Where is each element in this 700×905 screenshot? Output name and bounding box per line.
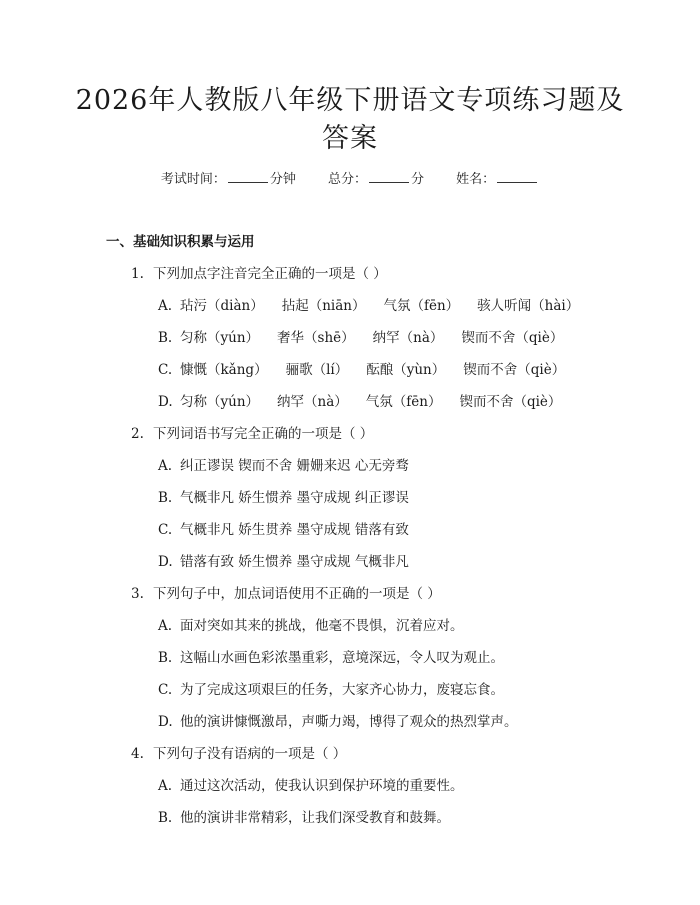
option-term: 纳罕（nà） xyxy=(372,330,444,346)
question-text: 下列句子中，加点词语使用不正确的一项是（ ） xyxy=(153,586,441,602)
option-term: 锲而不舍（qiè） xyxy=(463,362,566,378)
title-line-2: 答案 xyxy=(322,123,378,154)
name-label: 姓名： xyxy=(456,172,496,187)
option-text: 通过这次活动，使我认识到保护环境的重要性。 xyxy=(180,778,464,794)
question-2-option-d[interactable] xyxy=(158,550,409,570)
question-2-option-a[interactable] xyxy=(158,454,409,474)
time-unit: 分钟 xyxy=(269,172,296,187)
option-term: 气氛（fēn） xyxy=(365,394,442,410)
option-letter: A. xyxy=(158,298,173,314)
option-letter: A. xyxy=(158,458,173,474)
option-letter: C. xyxy=(158,362,173,378)
name-blank[interactable] xyxy=(497,170,537,183)
option-text: 面对突如其来的挑战，他毫不畏惧，沉着应对。 xyxy=(180,618,464,634)
option-text: 为了完成这项艰巨的任务，大家齐心协力，废寝忘食。 xyxy=(180,682,504,698)
option-text: 气概非凡 娇生贯养 墨守成规 错落有致 xyxy=(180,522,409,538)
score-unit: 分 xyxy=(411,172,425,187)
question-1-option-b[interactable] xyxy=(158,326,581,346)
question-4-option-b[interactable] xyxy=(158,806,450,826)
question-3-option-b[interactable] xyxy=(158,646,504,666)
total-score-field xyxy=(328,168,424,187)
question-text: 下列句子没有语病的一项是（ ） xyxy=(153,746,347,762)
score-blank[interactable] xyxy=(369,170,409,183)
option-term: 酝酿（yùn） xyxy=(366,362,446,378)
option-term: 拈起（niān） xyxy=(281,298,366,314)
question-1-option-c[interactable] xyxy=(158,358,583,378)
option-letter: D. xyxy=(158,554,173,570)
question-text: 下列词语书写完全正确的一项是（ ） xyxy=(153,426,374,442)
time-label: 考试时间： xyxy=(160,172,226,187)
option-text: 气概非凡 娇生惯养 墨守成规 纠正谬误 xyxy=(180,490,409,506)
option-letter: B. xyxy=(158,490,173,506)
question-3-option-d[interactable] xyxy=(158,710,518,730)
score-label: 总分： xyxy=(327,172,367,187)
time-blank[interactable] xyxy=(228,170,268,183)
exam-meta xyxy=(0,168,700,187)
question-number: 1. xyxy=(131,266,144,282)
question-2 xyxy=(131,422,373,442)
exam-time-field xyxy=(161,168,296,187)
option-term: 匀称（yún） xyxy=(180,394,260,410)
option-term: 慷慨（kǎng） xyxy=(180,362,268,378)
option-term: 气氛（fēn） xyxy=(383,298,460,314)
question-1 xyxy=(131,262,387,282)
option-term: 玷污（diàn） xyxy=(180,298,264,314)
name-field xyxy=(456,168,539,187)
option-letter: C. xyxy=(158,682,173,698)
option-letter: D. xyxy=(158,394,173,410)
option-term: 匀称（yún） xyxy=(180,330,260,346)
option-letter: B. xyxy=(158,650,173,666)
option-term: 纳罕（nà） xyxy=(277,394,348,410)
option-text: 他的演讲慷慨激昂，声嘶力竭，博得了观众的热烈掌声。 xyxy=(180,714,518,730)
question-number: 4. xyxy=(131,746,144,762)
option-letter: C. xyxy=(158,522,173,538)
question-number: 3. xyxy=(131,586,144,602)
option-text: 纠正谬误 锲而不舍 姗姗来迟 心无旁骛 xyxy=(180,458,409,474)
question-number: 2. xyxy=(131,426,144,442)
question-3-option-c[interactable] xyxy=(158,678,504,698)
question-4 xyxy=(131,742,346,762)
option-term: 锲而不舍（qiè） xyxy=(459,394,562,410)
question-3-option-a[interactable] xyxy=(158,614,464,634)
title-line-1: 2026年人教版八年级下册语文专项练习题及 xyxy=(75,85,625,116)
question-2-option-c[interactable] xyxy=(158,518,409,538)
option-letter: B. xyxy=(158,330,173,346)
option-term: 骊歌（lí） xyxy=(285,362,349,378)
option-term: 奢华（shē） xyxy=(277,330,355,346)
option-letter: A. xyxy=(158,778,173,794)
option-term: 骇人听闻（hài） xyxy=(477,298,580,314)
question-1-option-d[interactable] xyxy=(158,390,579,410)
option-text: 错落有致 娇生惯养 墨守成规 气概非凡 xyxy=(180,554,409,570)
option-term: 锲而不舍（qiè） xyxy=(461,330,564,346)
option-letter: D. xyxy=(158,714,173,730)
section-heading: 一、基础知识积累与运用 xyxy=(106,234,255,250)
question-4-option-a[interactable] xyxy=(158,774,464,794)
option-letter: B. xyxy=(158,810,173,826)
option-text: 这幅山水画色彩浓墨重彩，意境深远，令人叹为观止。 xyxy=(180,650,504,666)
question-1-option-a[interactable] xyxy=(158,294,597,314)
question-text: 下列加点字注音完全正确的一项是（ ） xyxy=(153,266,387,282)
option-text: 他的演讲非常精彩，让我们深受教育和鼓舞。 xyxy=(180,810,450,826)
question-2-option-b[interactable] xyxy=(158,486,409,506)
option-letter: A. xyxy=(158,618,173,634)
question-3 xyxy=(131,582,441,602)
page-title xyxy=(0,82,700,158)
